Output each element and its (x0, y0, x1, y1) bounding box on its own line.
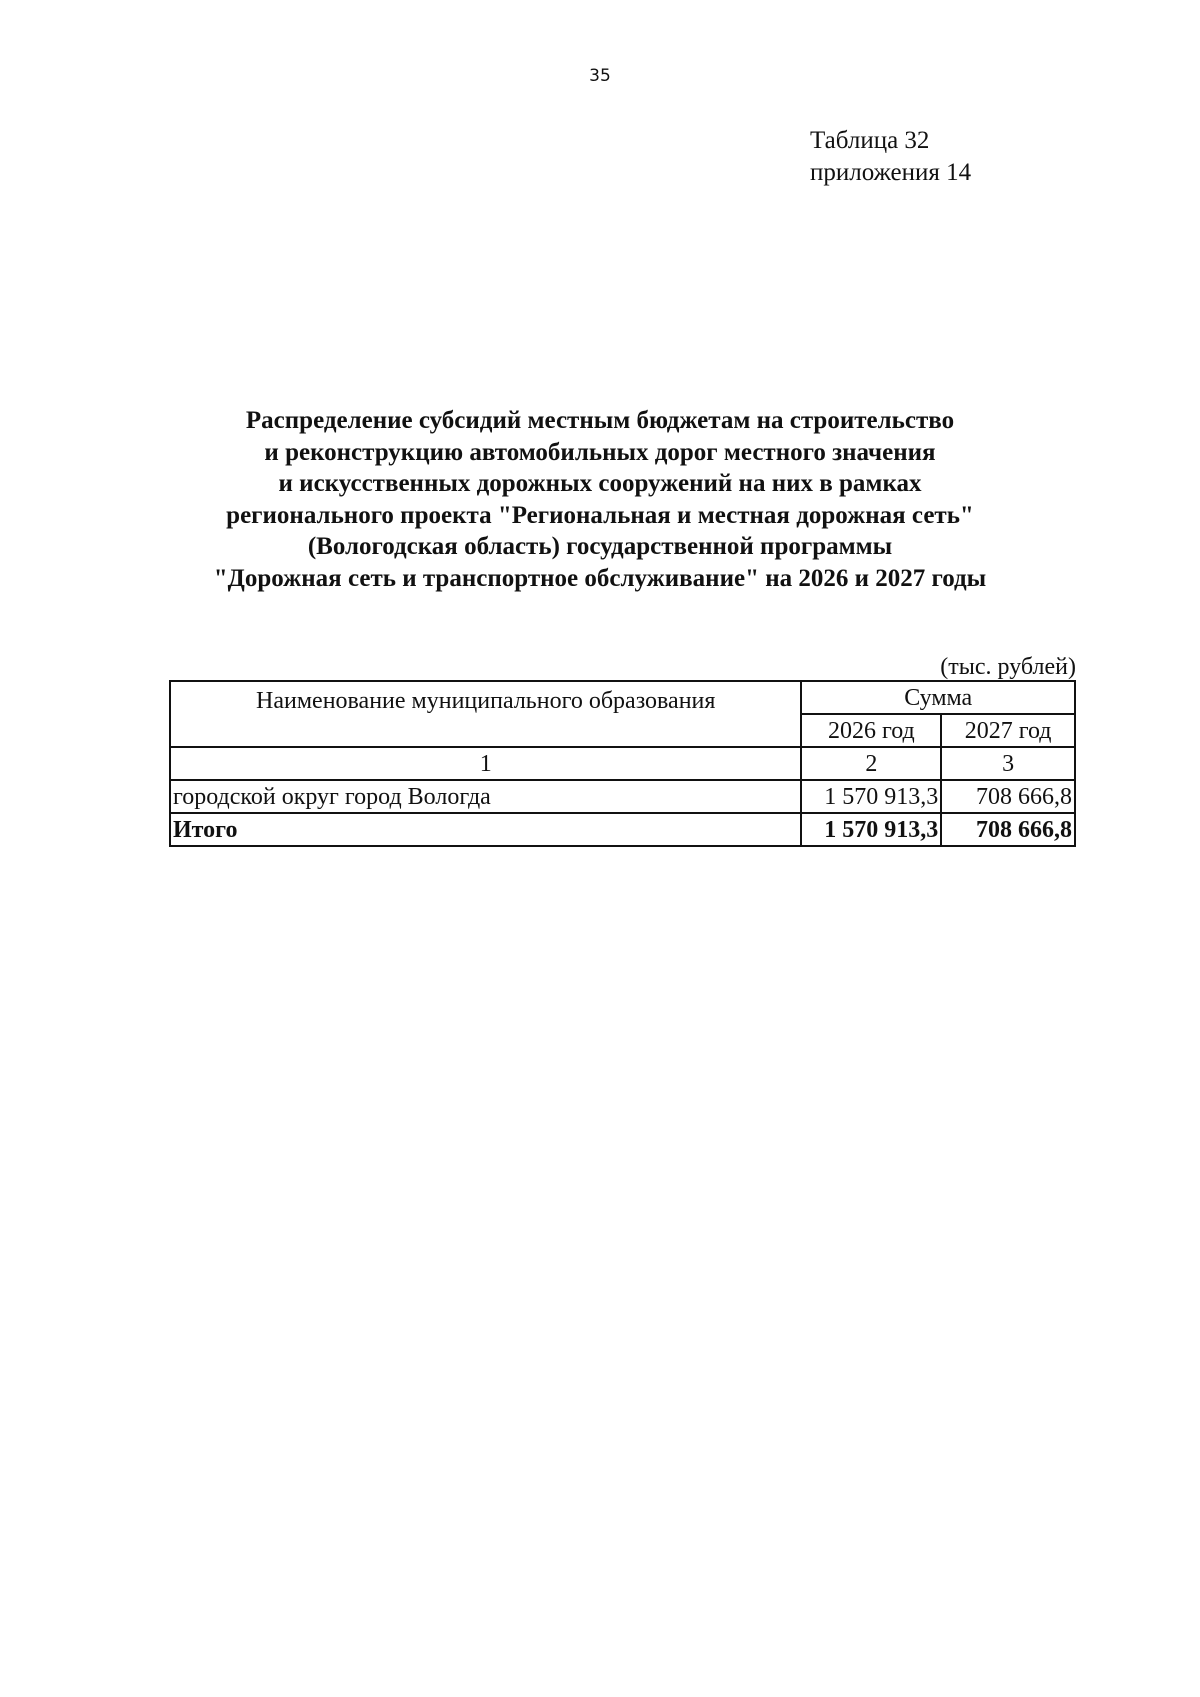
title-line: Распределение субсидий местным бюджетам на строительство (245, 407, 955, 434)
title-line: регионального проекта "Региональная и местная дорожная сеть" (226, 501, 974, 529)
column-number: 1 (170, 747, 801, 780)
municipality-name: городской округ город Вологда (170, 780, 801, 813)
total-label: Итого (170, 813, 801, 846)
subsidy-table (169, 680, 1076, 847)
column-number: 2 (801, 747, 941, 780)
table-numbering-row (170, 747, 1075, 780)
column-number: 3 (941, 747, 1075, 780)
table-total-row (170, 813, 1075, 846)
title-line: (Вологодская область) государственной программы (307, 533, 893, 560)
total-amount-2026: 1 570 913,3 (801, 813, 941, 846)
table-reference-appendix: приложения 14 (810, 159, 972, 186)
amount-2026: 1 570 913,3 (801, 780, 941, 813)
title-line: и реконструкцию автомобильных дорог местного значения (264, 438, 936, 466)
page-number: 35 (589, 66, 611, 86)
title-line: "Дорожная сеть и транспортное обслуживание" на 2026 и 2027 годы (213, 564, 987, 592)
header-sum: Сумма (801, 681, 1075, 714)
table-header-row (170, 681, 1075, 714)
header-year-2026: 2026 год (801, 714, 941, 747)
table-reference (810, 125, 971, 189)
table-row (170, 780, 1075, 813)
document-title (160, 405, 1040, 594)
header-municipality-name: Наименование муниципального образования (170, 681, 801, 747)
total-amount-2027: 708 666,8 (941, 813, 1075, 846)
units-label: (тыс. рублей) (940, 654, 1076, 680)
amount-2027: 708 666,8 (941, 780, 1075, 813)
header-year-2027: 2027 год (941, 714, 1075, 747)
table-reference-number: Таблица 32 (810, 127, 930, 154)
title-line: и искусственных дорожных сооружений на них в рамках (278, 470, 922, 497)
